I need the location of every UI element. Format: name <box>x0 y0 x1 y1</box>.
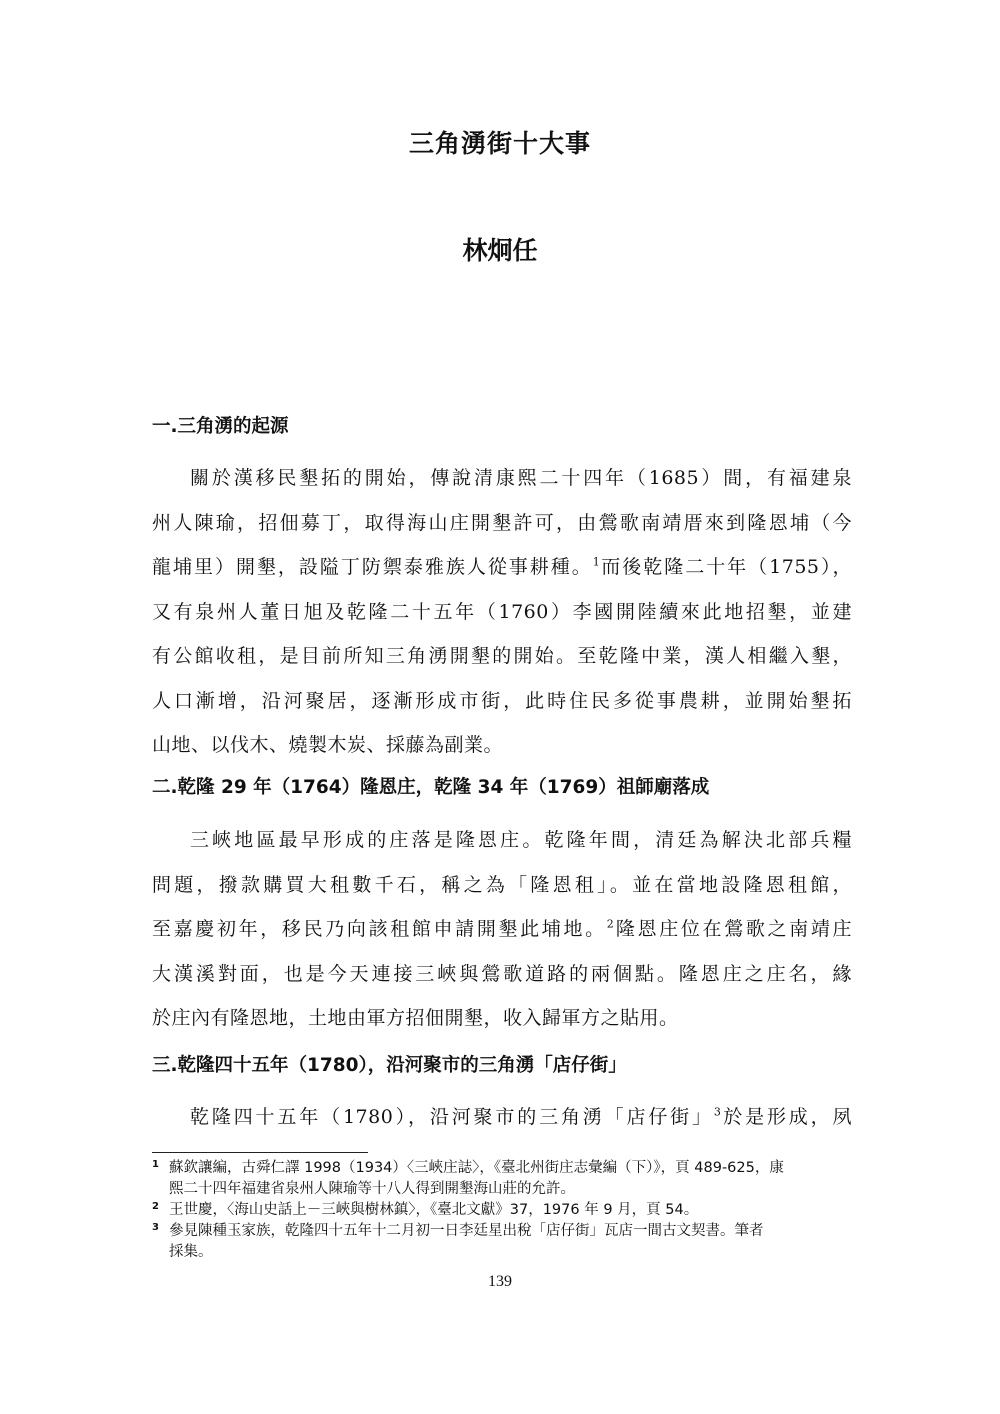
footnote-line: 王世慶，〈海山史話上－三峽與樹林鎮〉，《臺北文獻》37，1976 年 9 月，頁 54。 <box>169 1202 699 1218</box>
section-heading-1: 一.三角湧的起源 <box>152 416 289 437</box>
paragraph-line <box>152 545 852 590</box>
section-2-paragraph <box>152 818 852 1041</box>
paragraph-line: 大漢溪對面，也是今天連接三峽與鶯歌道路的兩個點。隆恩庄之庄名，緣 <box>152 962 852 985</box>
paragraph-line: 山地、以伐木、燒製木炭、採藤為副業。 <box>152 734 504 756</box>
footnote-line: 採集。 <box>169 1244 213 1260</box>
page-number: 139 <box>488 1273 512 1290</box>
footnote-number: 1 <box>152 1159 159 1170</box>
footnote-line: 參見陳種玉家族，乾隆四十五年十二月初一日李廷星出稅「店仔街」瓦店一間古文契書。筆者 <box>169 1223 764 1239</box>
paragraph-line: 人口漸增，沿河聚居，逐漸形成市街，此時住民多從事農耕，並開始墾拓 <box>152 689 852 712</box>
footnote-line: 熙二十四年福建省泉州人陳瑜等十八人得到開墾海山莊的允許。 <box>169 1181 575 1197</box>
paragraph-line: 州人陳瑜，招佃募丁，取得海山庄開墾許可，由鶯歌南靖厝來到隆恩埔（今 <box>152 511 852 534</box>
footnote-2 <box>152 1200 852 1221</box>
paragraph-text: 龍埔里）開墾，設隘丁防禦泰雅族人從事耕種。 <box>152 556 593 578</box>
section-1-paragraph <box>152 456 852 768</box>
footnote-ref-1[interactable]: 1 <box>592 555 600 569</box>
section-heading-2: 二.乾隆 29 年（1764）隆恩庄，乾隆 34 年（1769）祖師廟落成 <box>152 777 710 798</box>
paragraph-text: 隆恩庄位在鶯歌之南靖庄 <box>613 918 852 940</box>
footnote-number: 2 <box>152 1201 159 1212</box>
paragraph-line: 於庄內有隆恩地，土地由軍方招佃開墾，收入歸軍方之貼用。 <box>152 1007 679 1029</box>
footnote-3 <box>152 1221 852 1263</box>
paragraph-line <box>152 907 852 952</box>
paragraph-text: 至嘉慶初年，移民乃向該租館申請開墾此埔地。 <box>152 918 607 940</box>
footnote-number: 3 <box>152 1222 159 1233</box>
footnote-ref-2[interactable]: 2 <box>606 917 614 931</box>
paragraph-line: 有公館收租，是目前所知三角湧開墾的開始。至乾隆中業，漢人相繼入墾， <box>152 645 852 667</box>
footnote-1 <box>152 1158 852 1200</box>
footnote-line: 蘇欽讓編，古舜仁譯 1998（1934）〈三峽庄誌〉，《臺北州街庄志彙編（下）》，頁 489-625，康 <box>169 1160 784 1176</box>
paragraph-text: 於是形成，夙 <box>720 1106 852 1128</box>
footnotes <box>152 1158 852 1263</box>
footnote-divider <box>152 1152 368 1153</box>
author-name: 林炯任 <box>462 236 538 265</box>
paragraph-line: 問題，撥款購買大租數千石，稱之為「隆恩租」。並在當地設隆恩租館， <box>152 873 852 896</box>
paragraph-line: 又有泉州人董日旭及乾隆二十五年（1760）李國開陸續來此地招墾，並建 <box>152 600 852 623</box>
paragraph-line: 三峽地區最早形成的庄落是隆恩庄。乾隆年間，清廷為解決北部兵糧 <box>190 829 852 851</box>
section-heading-3: 三.乾隆四十五年（1780），沿河聚市的三角湧「店仔街」 <box>152 1055 627 1076</box>
page-title: 三角湧街十大事 <box>408 129 591 158</box>
paragraph-line: 關於漢移民墾拓的開始，傳說清康熙二十四年（1685）間，有福建泉 <box>190 467 852 489</box>
footnote-ref-3[interactable]: 3 <box>713 1105 721 1119</box>
paragraph-text: 乾隆四十五年（1780），沿河聚市的三角湧「店仔街」 <box>190 1106 714 1128</box>
paragraph-line <box>152 1095 852 1140</box>
paragraph-text: 而後乾隆二十年（1755）， <box>599 556 852 578</box>
section-3-paragraph <box>152 1095 852 1140</box>
